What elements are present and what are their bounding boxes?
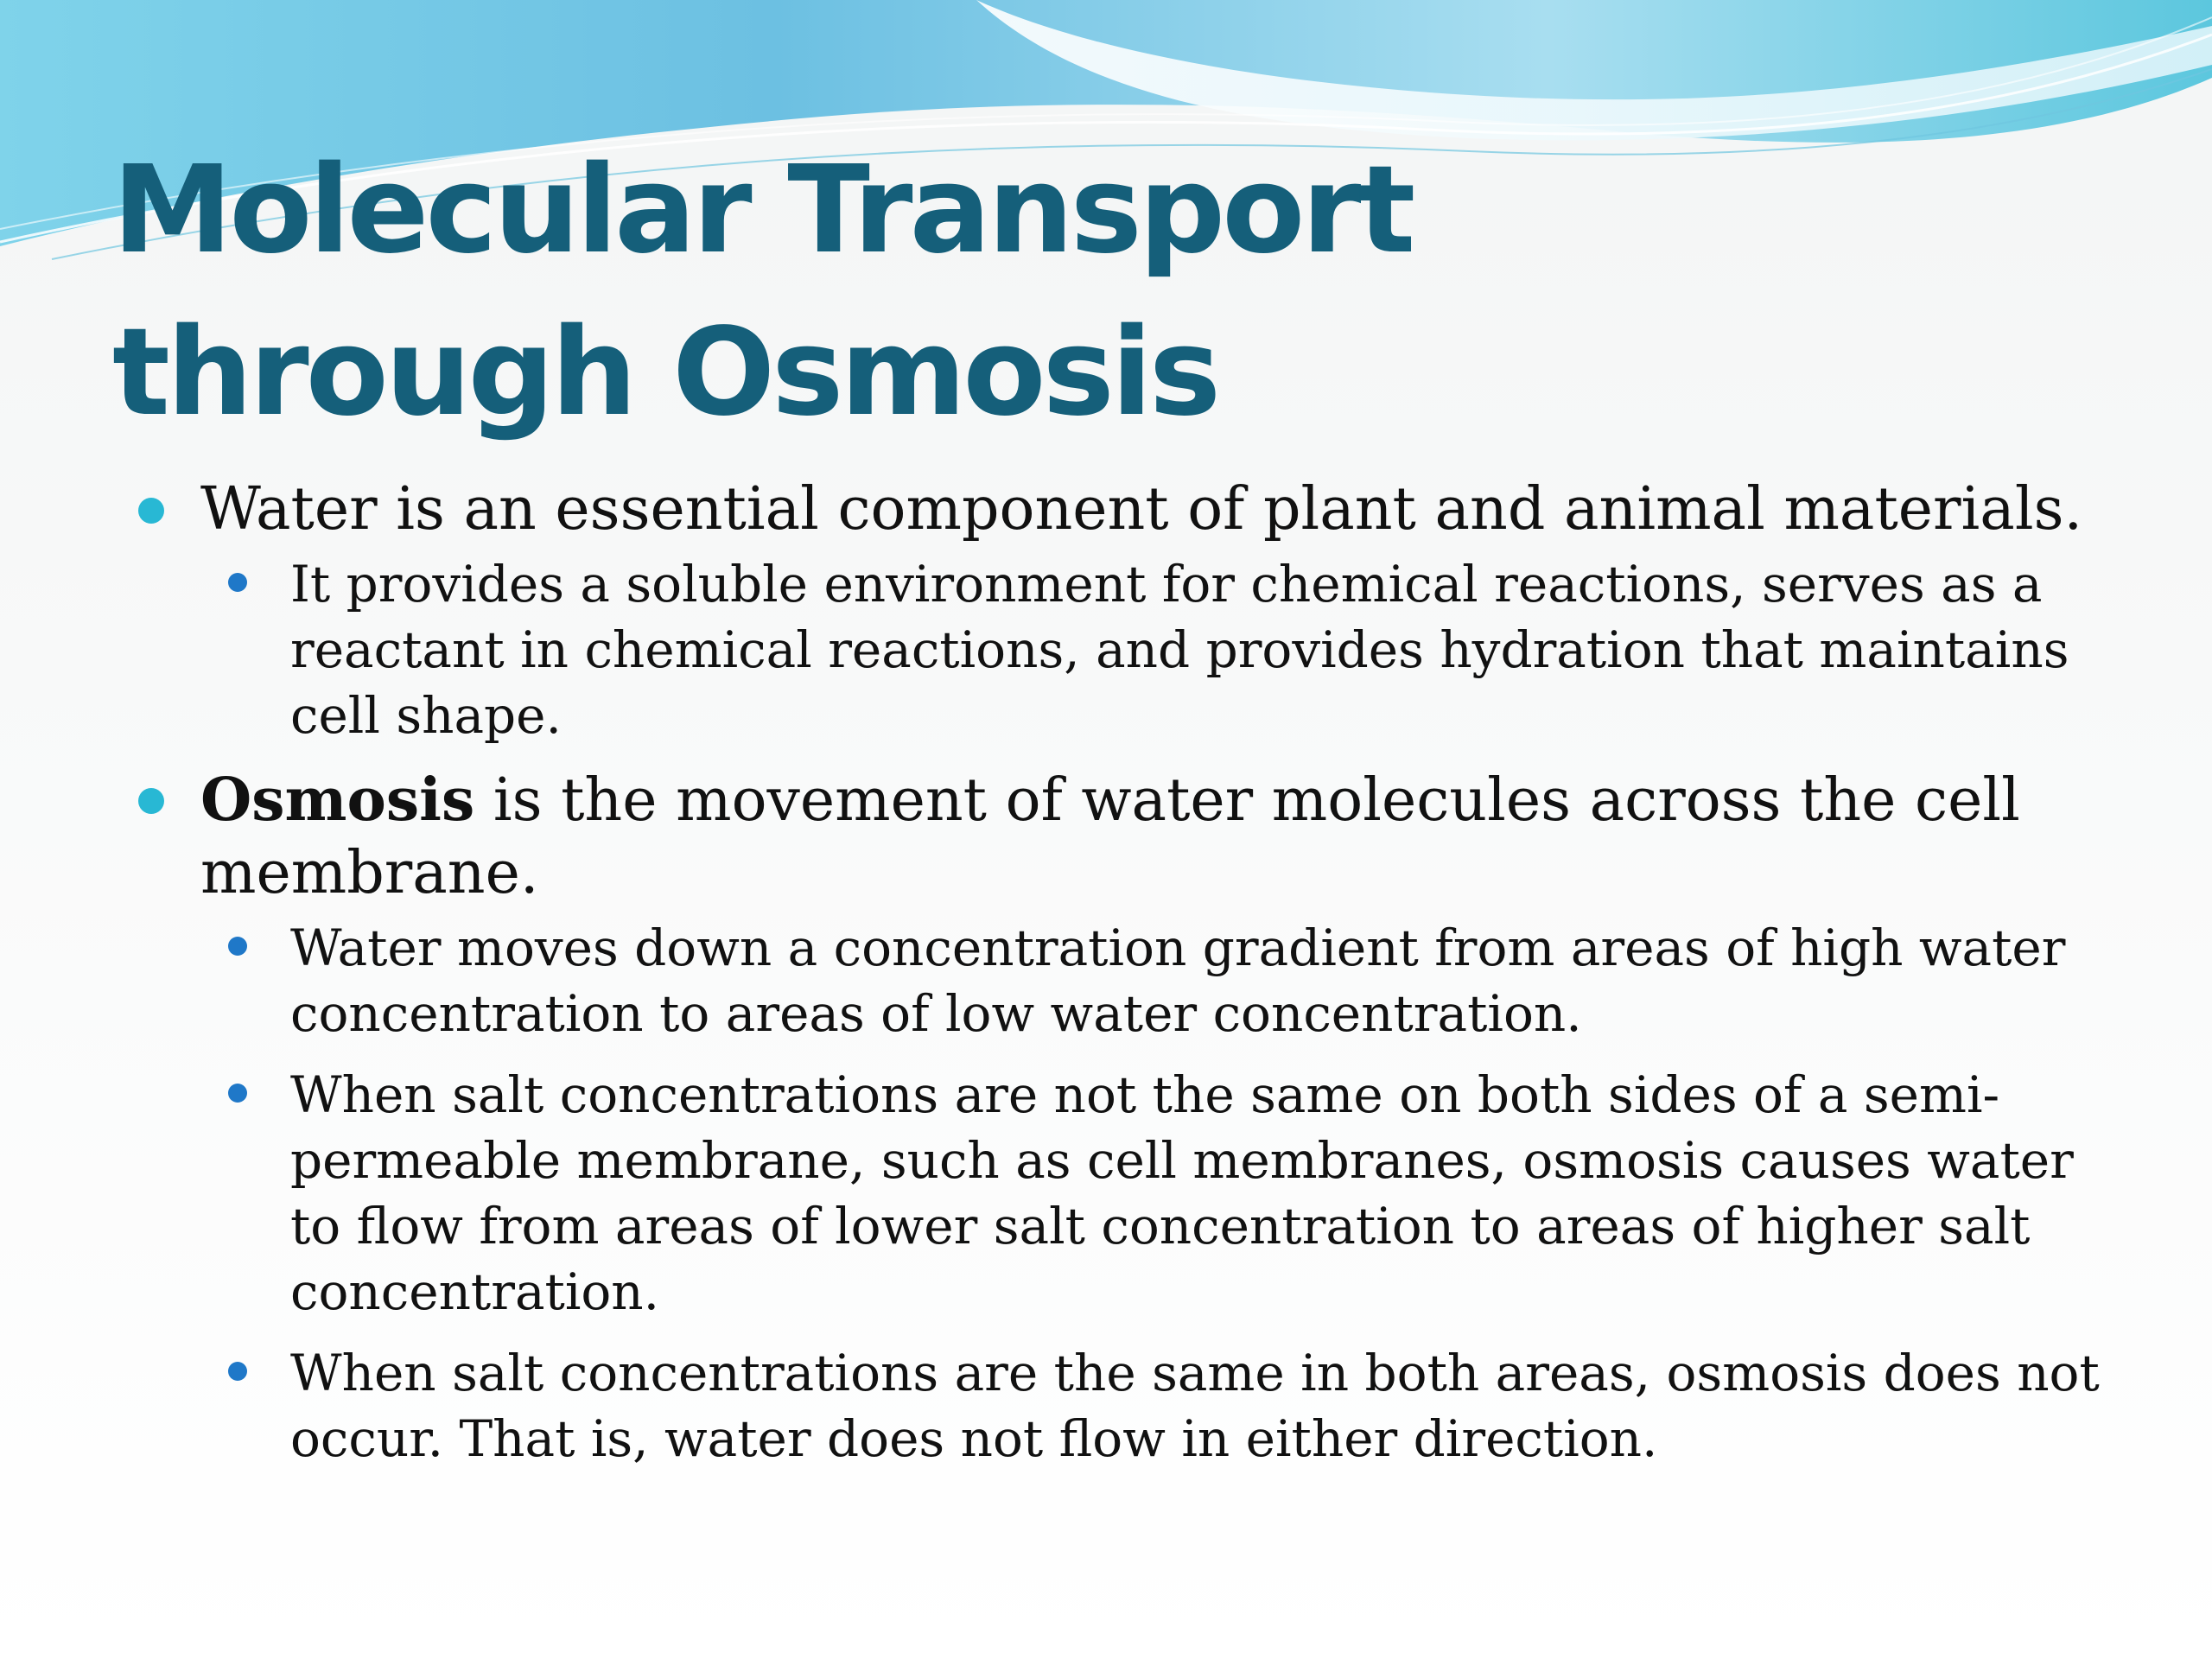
sub-bullet-text: When salt concentrations are the same in both areas, osmosis does not occur. That is, water does not flow in either direction. (290, 1344, 2100, 1468)
bullet-list (138, 474, 2108, 1487)
sub-bullet-icon (228, 1084, 247, 1103)
bullet-item-osmosis-definition (138, 764, 2108, 1471)
bullet-icon (138, 788, 164, 814)
bullet-icon (138, 498, 164, 524)
sub-bullet-item (228, 551, 2108, 748)
sub-bullet-text: Water moves down a concentration gradient from areas of high water concentration to areas of low water concentration. (290, 918, 2066, 1043)
sub-bullet-item (228, 1340, 2108, 1471)
sub-bullet-item (228, 915, 2108, 1046)
sub-bullet-list (200, 915, 2108, 1471)
sub-bullet-icon (228, 573, 247, 592)
bullet-text: is the movement of water molecules across the cell membrane. (200, 766, 2020, 907)
bullet-text: Water is an essential component of plant and animal materials. (200, 475, 2083, 543)
sub-bullet-text: It provides a soluble environment for chemical reactions, serves as a reactant in chemical reactions, and provides hydration that maintains cell shape. (290, 555, 2069, 745)
sub-bullet-text: When salt concentrations are not the same on both sides of a semi-permeable membrane, such as cell membranes, osmosis causes water to flow from areas of lower salt concentration to areas of higher salt concentration. (290, 1065, 2074, 1321)
sub-bullet-icon (228, 1362, 247, 1381)
sub-bullet-list (200, 551, 2108, 748)
slide-title: Molecular Transport through Osmosis (112, 140, 1413, 443)
bullet-item-water-essential (138, 474, 2108, 748)
sub-bullet-item (228, 1062, 2108, 1325)
bold-term: Osmosis (200, 766, 475, 835)
sub-bullet-icon (228, 937, 247, 956)
